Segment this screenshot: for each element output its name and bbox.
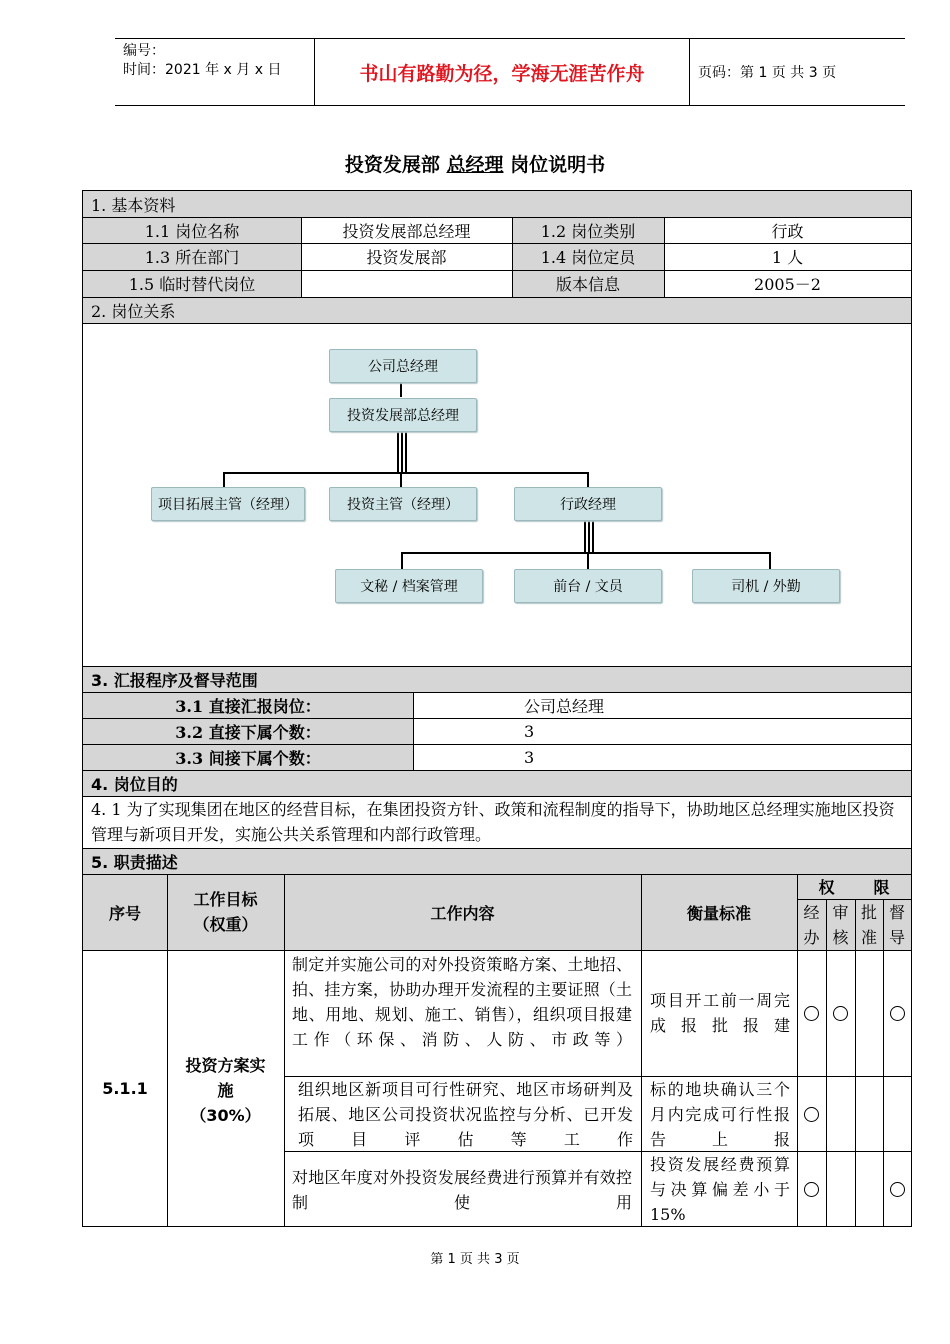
label-indirect-subs: 3.3 间接下属个数： bbox=[175, 748, 321, 768]
label-position-type: 1.2 岗位类别 bbox=[540, 221, 636, 241]
label-department: 1.3 所在部门 bbox=[144, 248, 240, 267]
row-goal-line2: 施 bbox=[217, 1081, 234, 1100]
value-direct-subs: 3 bbox=[524, 721, 535, 741]
page-footer: 第 1 页 共 3 页 bbox=[430, 1252, 520, 1267]
col-header-supervise: 督导 bbox=[889, 903, 906, 947]
col-header-goal-line2: （权重） bbox=[193, 915, 258, 934]
org-node-dept-gm: 投资发展部总经理 bbox=[329, 398, 477, 432]
col-header-content: 工作内容 bbox=[430, 903, 495, 923]
mark-handle-1 bbox=[804, 1006, 819, 1021]
page-header bbox=[115, 38, 905, 106]
doc-number-label: 编号： bbox=[123, 43, 165, 59]
row-seq: 5.1.1 bbox=[102, 1078, 148, 1098]
mark-handle-3 bbox=[804, 1182, 819, 1197]
title-position: 总经理 bbox=[446, 154, 504, 176]
value-version: 2005－2 bbox=[754, 275, 821, 294]
value-position-name: 投资发展部总经理 bbox=[342, 221, 471, 241]
row-goal-weight: （30%） bbox=[190, 1106, 261, 1125]
col-header-goal bbox=[167, 887, 284, 937]
col-header-seq: 序号 bbox=[108, 903, 141, 923]
col-header-review: 审核 bbox=[832, 903, 849, 947]
col-header-standard: 衡量标准 bbox=[686, 903, 751, 923]
section-report: 3. 汇报程序及督导范围 bbox=[91, 670, 258, 690]
purpose-text: 4. 1 为了实现集团在地区的经营目标，在集团投资方针、政策和流程制度的指导下，协助地区总经理实施地区投资管理与新项目开发，实施公共关系管理和内部行政管理。 bbox=[91, 800, 895, 844]
col-header-handle: 经办 bbox=[803, 903, 820, 947]
label-position-name: 1.1 岗位名称 bbox=[144, 221, 240, 241]
duty-content-2: 组织地区新项目可行性研究、地区市场研判及拓展、地区公司投资状况监控与分析、已开发项目评估等工作 bbox=[298, 1080, 633, 1149]
row-goal bbox=[167, 1053, 284, 1128]
org-node-company-gm: 公司总经理 bbox=[329, 349, 477, 383]
label-headcount: 1.4 岗位定员 bbox=[540, 248, 636, 267]
value-headcount: 1 人 bbox=[771, 248, 804, 267]
section-basic-info: 1. 基本资料 bbox=[91, 195, 176, 215]
col-header-approve: 批准 bbox=[861, 903, 878, 947]
duty-standard-2: 标的地块确认三个月内完成可行性报告上报 bbox=[650, 1080, 790, 1149]
duty-content-1: 制定并实施公司的对外投资策略方案、土地招、拍、挂方案，协助办理开发流程的主要证照（土地、用地、规划、施工、销售），组织项目报建工作（环保、消防、人防、市政等） bbox=[292, 955, 632, 1049]
label-direct-subs: 3.2 直接下属个数： bbox=[175, 722, 321, 742]
row-goal-line1: 投资方案实 bbox=[185, 1056, 266, 1075]
org-node-driver: 司机 / 外勤 bbox=[692, 569, 840, 603]
org-node-reception: 前台 / 文员 bbox=[514, 569, 662, 603]
value-substitute bbox=[301, 270, 512, 297]
label-substitute: 1.5 临时替代岗位 bbox=[128, 275, 256, 294]
job-description-table bbox=[82, 190, 912, 1227]
col-header-goal-line1: 工作目标 bbox=[193, 890, 258, 909]
section-purpose: 4. 岗位目的 bbox=[91, 774, 178, 794]
title-doc: 岗位说明书 bbox=[510, 154, 606, 176]
section-duties: 5. 职责描述 bbox=[91, 852, 178, 872]
document-title bbox=[0, 150, 950, 177]
mark-supervise-3 bbox=[890, 1182, 905, 1197]
header-slogan: 书山有路勤为径，学海无涯苦作舟 bbox=[315, 39, 690, 105]
section-relations: 2. 岗位关系 bbox=[91, 301, 176, 321]
mark-review-1 bbox=[833, 1006, 848, 1021]
title-dept: 投资发展部 bbox=[344, 154, 440, 176]
org-node-project-supervisor: 项目拓展主管（经理） bbox=[151, 487, 305, 521]
duty-standard-1: 项目开工前一周完成报批报建 bbox=[650, 991, 790, 1035]
time-label: 时间：2021 年 x 月 x 日 bbox=[123, 62, 282, 78]
value-department: 投资发展部 bbox=[366, 248, 447, 267]
col-header-authority: 权 限 bbox=[818, 878, 890, 897]
value-indirect-subs: 3 bbox=[524, 747, 535, 767]
value-direct-report: 公司总经理 bbox=[524, 696, 605, 716]
label-direct-report: 3.1 直接汇报岗位： bbox=[175, 696, 321, 716]
org-node-investment-supervisor: 投资主管（经理） bbox=[329, 487, 477, 521]
header-meta bbox=[115, 39, 315, 105]
mark-handle-2 bbox=[804, 1107, 819, 1122]
org-node-admin-manager: 行政经理 bbox=[514, 487, 662, 521]
org-node-secretary: 文秘 / 档案管理 bbox=[335, 569, 483, 603]
mark-supervise-1 bbox=[890, 1006, 905, 1021]
duty-content-3: 对地区年度对外投资发展经费进行预算并有效控制使用 bbox=[292, 1168, 632, 1212]
header-page-info: 页码：第 1 页 共 3 页 bbox=[698, 65, 837, 81]
label-version: 版本信息 bbox=[555, 275, 620, 294]
duty-standard-3: 投资发展经费预算与决算偏差小于 15% bbox=[650, 1155, 790, 1224]
value-position-type: 行政 bbox=[771, 221, 804, 241]
